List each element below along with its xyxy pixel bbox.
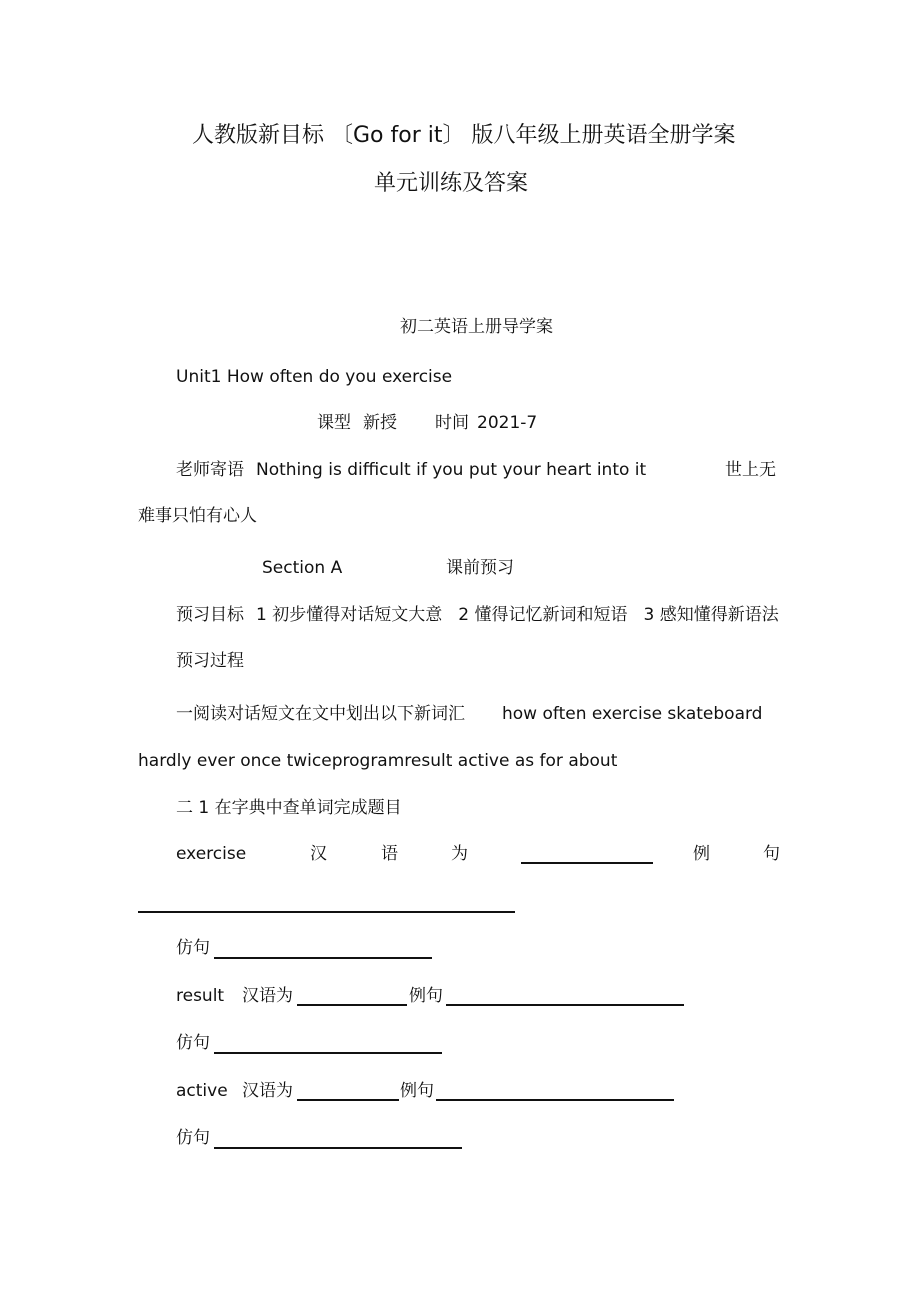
task1-intro: 一阅读对话短文在文中划出以下新词汇: [176, 704, 465, 724]
task2-heading: 二 1 在字典中查单词完成题目: [176, 798, 402, 818]
vocab-active-meaning-blank[interactable]: [297, 1083, 399, 1101]
vocab-result-imitate-blank[interactable]: [214, 1036, 442, 1054]
section-name: Section A: [262, 558, 343, 578]
lesson-type-value: 新授: [363, 413, 397, 433]
process-label: 预习过程: [176, 651, 244, 671]
vocab-exercise-meaning-char3: 为: [451, 844, 468, 864]
vocab-exercise-meaning-char1: 汉: [310, 844, 327, 864]
vocab-active-example-label: 例句: [400, 1081, 434, 1101]
task1-words-line1: how often exercise skateboard: [502, 704, 763, 724]
vocab-active-meaning-label: 汉语为: [242, 1081, 293, 1101]
vocab-exercise-word: exercise: [176, 844, 247, 864]
teacher-note-chinese-part1: 世上无: [725, 460, 776, 480]
vocab-result-example-blank[interactable]: [446, 988, 684, 1006]
goal-1: 1 初步懂得对话短文大意: [256, 605, 443, 625]
task1-words-line2: hardly ever once twiceprogramresult active as for about: [138, 751, 618, 771]
document-title-line1: 人教版新目标 〔Go for it〕 版八年级上册英语全册学案: [192, 123, 736, 148]
goal-3: 3 感知懂得新语法: [643, 605, 779, 625]
goals-label: 预习目标: [176, 605, 244, 625]
teacher-note-row: [176, 459, 646, 481]
vocab-exercise-example-blank[interactable]: [138, 895, 515, 913]
vocab-exercise-meaning-blank[interactable]: [521, 846, 653, 864]
vocab-result-example-label: 例句: [409, 986, 443, 1006]
vocab-exercise-imitate-blank[interactable]: [214, 941, 432, 959]
vocab-active-imitate-label: 仿句: [176, 1128, 210, 1148]
lesson-type-row: [317, 412, 537, 434]
time-value: 2021-7: [477, 413, 538, 433]
unit-heading: Unit1 How often do you exercise: [176, 367, 453, 387]
vocab-result-imitate-label: 仿句: [176, 1033, 210, 1053]
teacher-note-label: 老师寄语: [176, 460, 244, 480]
goals-row: [176, 604, 779, 626]
teacher-note-chinese-part2: 难事只怕有心人: [138, 506, 257, 526]
vocab-result-word: result: [176, 986, 225, 1006]
teacher-note-english: Nothing is difficult if you put your heart into it: [256, 460, 647, 480]
time-label: 时间: [435, 413, 469, 433]
vocab-active-word: active: [176, 1081, 228, 1101]
section-label: 课前预习: [446, 558, 514, 578]
vocab-active-imitate-blank[interactable]: [214, 1131, 462, 1149]
document-title-line2: 单元训练及答案: [374, 171, 529, 196]
goal-2: 2 懂得记忆新词和短语: [458, 605, 628, 625]
vocab-active-example-blank[interactable]: [436, 1083, 674, 1101]
vocab-result-meaning-label: 汉语为: [242, 986, 293, 1006]
vocab-exercise-imitate-label: 仿句: [176, 938, 210, 958]
lesson-type-label: 课型: [317, 413, 351, 433]
vocab-exercise-example-char1: 例: [693, 844, 710, 864]
vocab-result-meaning-blank[interactable]: [297, 988, 407, 1006]
vocab-exercise-example-char2: 句: [763, 844, 780, 864]
subtitle: 初二英语上册导学案: [400, 317, 553, 337]
vocab-exercise-meaning-char2: 语: [381, 844, 398, 864]
